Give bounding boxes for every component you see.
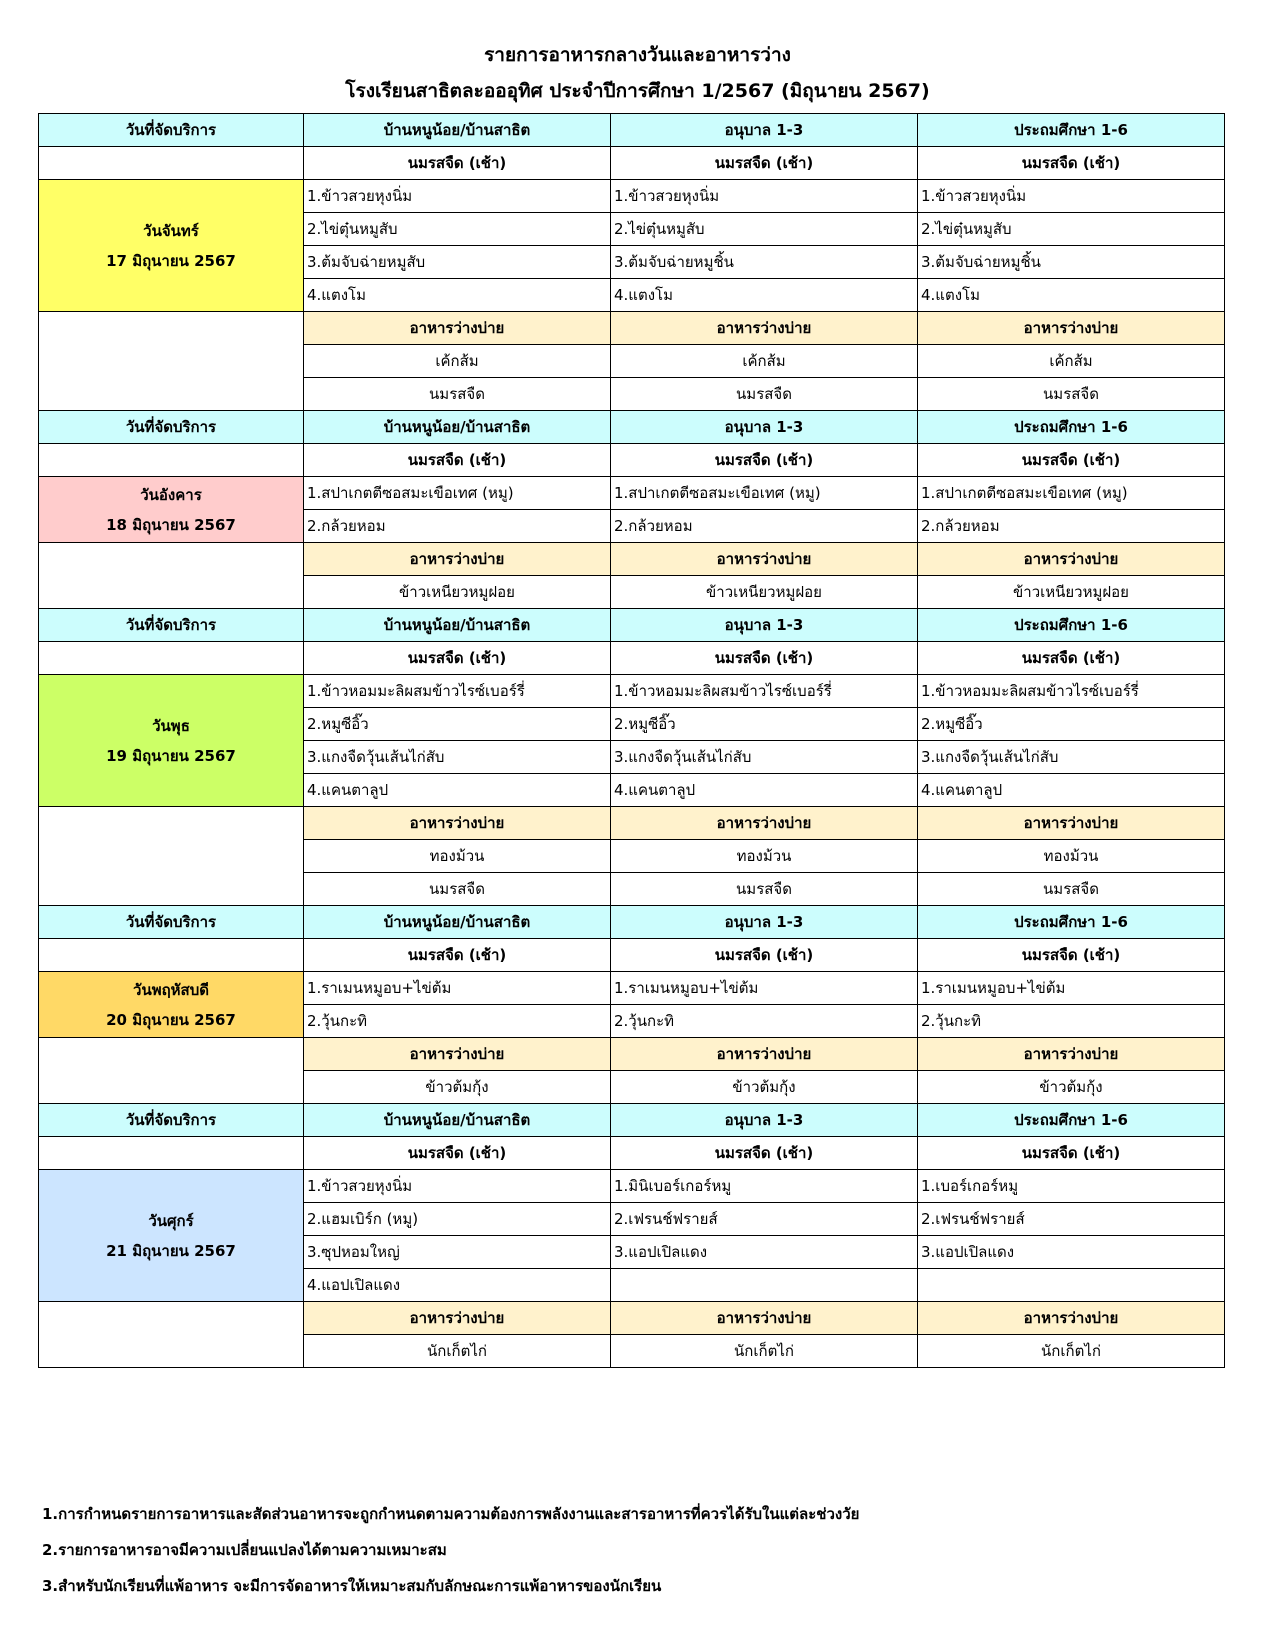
- milk-label: นมรสจืด (เช้า): [611, 642, 918, 675]
- blank-cell: [39, 312, 304, 345]
- day-date: 19 มิถุนายน 2567: [106, 746, 236, 765]
- snack-header-row: [39, 1302, 1225, 1335]
- blank-cell: [39, 642, 304, 675]
- meal-row: [39, 180, 1225, 213]
- meal-item: 3.แอปเปิลแดง: [611, 1236, 918, 1269]
- service-header-row: [39, 609, 1225, 642]
- meal-item: 3.ต้มจับฉ่ายหมูชิ้น: [611, 246, 918, 279]
- blank-cell: [39, 1038, 304, 1071]
- meal-item: 1.สปาเกตตีซอสมะเขือเทศ (หมู): [304, 477, 611, 510]
- meal-item: 3.ซุปหอมใหญ่: [304, 1236, 611, 1269]
- day-cell: [39, 180, 304, 312]
- milk-row: [39, 1137, 1225, 1170]
- snack-label: อาหารว่างบ่าย: [304, 1038, 611, 1071]
- day-name: วันพุธ: [152, 716, 190, 735]
- snack-item: นมรสจืด: [304, 873, 611, 906]
- snack-item: นักเก็ตไก่: [918, 1335, 1225, 1368]
- meal-item: 3.แกงจืดวุ้นเส้นไก่สับ: [304, 741, 611, 774]
- group-header: อนุบาล 1-3: [611, 609, 918, 642]
- meal-row: [39, 972, 1225, 1005]
- snack-row: [39, 873, 1225, 906]
- service-header-row: [39, 1104, 1225, 1137]
- snack-item: นักเก็ตไก่: [611, 1335, 918, 1368]
- blank-cell: [39, 378, 304, 411]
- service-day-header: วันที่จัดบริการ: [39, 609, 304, 642]
- blank-cell: [39, 807, 304, 840]
- snack-row: [39, 345, 1225, 378]
- snack-label: อาหารว่างบ่าย: [304, 1302, 611, 1335]
- milk-label: นมรสจืด (เช้า): [304, 939, 611, 972]
- blank-cell: [39, 1071, 304, 1104]
- group-header: บ้านหนูน้อย/บ้านสาธิต: [304, 1104, 611, 1137]
- snack-label: อาหารว่างบ่าย: [611, 1302, 918, 1335]
- day-name: วันศุกร์: [148, 1211, 194, 1230]
- day-date: 18 มิถุนายน 2567: [106, 515, 236, 534]
- note-item: 2.รายการอาหารอาจมีความเปลี่ยนแปลงได้ตามความเหมาะสม: [42, 1541, 447, 1559]
- group-header: บ้านหนูน้อย/บ้านสาธิต: [304, 906, 611, 939]
- snack-item: ทองม้วน: [304, 840, 611, 873]
- snack-item: ข้าวต้มกุ้ง: [918, 1071, 1225, 1104]
- meal-item: 1.ข้าวสวยหุงนิ่ม: [611, 180, 918, 213]
- meal-item: 2.ไข่ตุ๋นหมูสับ: [304, 213, 611, 246]
- group-header: อนุบาล 1-3: [611, 906, 918, 939]
- milk-label: นมรสจืด (เช้า): [611, 147, 918, 180]
- meal-item: 2.ไข่ตุ๋นหมูสับ: [918, 213, 1225, 246]
- service-day-header: วันที่จัดบริการ: [39, 411, 304, 444]
- milk-label: นมรสจืด (เช้า): [304, 147, 611, 180]
- blank-cell: [39, 543, 304, 576]
- service-day-header: วันที่จัดบริการ: [39, 1104, 304, 1137]
- day-cell: [39, 972, 304, 1038]
- meal-item: 2.แฮมเบิร์ก (หมู): [304, 1203, 611, 1236]
- milk-label: นมรสจืด (เช้า): [611, 444, 918, 477]
- meal-item: 3.แกงจืดวุ้นเส้นไก่สับ: [611, 741, 918, 774]
- meal-item: 3.แกงจืดวุ้นเส้นไก่สับ: [918, 741, 1225, 774]
- meal-item: 1.ข้าวสวยหุงนิ่ม: [918, 180, 1225, 213]
- meal-item: 1.ข้าวหอมมะลิผสมข้าวไรซ์เบอร์รี่: [611, 675, 918, 708]
- snack-header-row: [39, 807, 1225, 840]
- meal-item: 1.สปาเกตตีซอสมะเขือเทศ (หมู): [918, 477, 1225, 510]
- meal-item: 2.กล้วยหอม: [918, 510, 1225, 543]
- meal-item: 2.วุ้นกะทิ: [611, 1005, 918, 1038]
- blank-cell: [39, 147, 304, 180]
- snack-item: ข้าวต้มกุ้ง: [611, 1071, 918, 1104]
- meal-item: 3.ต้มจับฉ่ายหมูสับ: [304, 246, 611, 279]
- meal-item: 2.กล้วยหอม: [611, 510, 918, 543]
- snack-label: อาหารว่างบ่าย: [304, 312, 611, 345]
- milk-label: นมรสจืด (เช้า): [304, 444, 611, 477]
- snack-label: อาหารว่างบ่าย: [304, 807, 611, 840]
- milk-label: นมรสจืด (เช้า): [918, 1137, 1225, 1170]
- service-header-row: [39, 114, 1225, 147]
- page-title: รายการอาหารกลางวันและอาหารว่าง: [484, 44, 791, 66]
- snack-row: [39, 378, 1225, 411]
- snack-header-row: [39, 543, 1225, 576]
- blank-cell: [39, 840, 304, 873]
- group-header: ประถมศึกษา 1-6: [918, 906, 1225, 939]
- snack-label: อาหารว่างบ่าย: [918, 1038, 1225, 1071]
- blank-cell: [39, 939, 304, 972]
- meal-item: 1.สปาเกตตีซอสมะเขือเทศ (หมู): [611, 477, 918, 510]
- snack-item: นักเก็ตไก่: [304, 1335, 611, 1368]
- blank-cell: [39, 873, 304, 906]
- milk-label: นมรสจืด (เช้า): [611, 1137, 918, 1170]
- meal-item: 2.หมูซีอิ๊ว: [304, 708, 611, 741]
- meal-item: 1.เบอร์เกอร์หมู: [918, 1170, 1225, 1203]
- day-name: วันอังคาร: [140, 485, 202, 504]
- milk-label: นมรสจืด (เช้า): [304, 1137, 611, 1170]
- meal-row: [39, 477, 1225, 510]
- meal-item: 2.เฟรนช์ฟรายส์: [918, 1203, 1225, 1236]
- milk-row: [39, 642, 1225, 675]
- meal-item: 2.ไข่ตุ๋นหมูสับ: [611, 213, 918, 246]
- meal-item: 4.แตงโม: [918, 279, 1225, 312]
- snack-header-row: [39, 312, 1225, 345]
- snack-item: เค้กส้ม: [304, 345, 611, 378]
- milk-row: [39, 444, 1225, 477]
- milk-label: นมรสจืด (เช้า): [918, 939, 1225, 972]
- meal-item: 4.แตงโม: [611, 279, 918, 312]
- snack-item: ทองม้วน: [918, 840, 1225, 873]
- group-header: อนุบาล 1-3: [611, 114, 918, 147]
- milk-row: [39, 147, 1225, 180]
- note-item: 1.การกำหนดรายการอาหารและสัดส่วนอาหารจะถูกกำหนดตามความต้องการพลังงานและสารอาหารที่ควรได้รับในแต่ละช่วงวัย: [42, 1505, 860, 1523]
- snack-item: ทองม้วน: [611, 840, 918, 873]
- snack-label: อาหารว่างบ่าย: [918, 1302, 1225, 1335]
- milk-label: นมรสจืด (เช้า): [611, 939, 918, 972]
- group-header: อนุบาล 1-3: [611, 411, 918, 444]
- meal-item: 4.แคนตาลูป: [918, 774, 1225, 807]
- meal-item: 2.หมูซีอิ๊ว: [611, 708, 918, 741]
- snack-item: ข้าวเหนียวหมูฝอย: [304, 576, 611, 609]
- day-date: 20 มิถุนายน 2567: [106, 1010, 236, 1029]
- day-cell: [39, 675, 304, 807]
- snack-label: อาหารว่างบ่าย: [918, 543, 1225, 576]
- blank-cell: [39, 1335, 304, 1368]
- group-header: ประถมศึกษา 1-6: [918, 609, 1225, 642]
- meal-item: 2.หมูซีอิ๊ว: [918, 708, 1225, 741]
- snack-item: นมรสจืด: [918, 378, 1225, 411]
- snack-label: อาหารว่างบ่าย: [304, 543, 611, 576]
- group-header: บ้านหนูน้อย/บ้านสาธิต: [304, 411, 611, 444]
- menu-table: [38, 113, 1225, 1368]
- meal-item: 2.วุ้นกะทิ: [918, 1005, 1225, 1038]
- snack-label: อาหารว่างบ่าย: [918, 312, 1225, 345]
- snack-item: นมรสจืด: [918, 873, 1225, 906]
- meal-item: 1.ข้าวสวยหุงนิ่ม: [304, 1170, 611, 1203]
- group-header: ประถมศึกษา 1-6: [918, 1104, 1225, 1137]
- snack-header-row: [39, 1038, 1225, 1071]
- snack-label: อาหารว่างบ่าย: [611, 312, 918, 345]
- snack-item: เค้กส้ม: [918, 345, 1225, 378]
- meal-item: 1.ราเมนหมูอบ+ไข่ต้ม: [304, 972, 611, 1005]
- snack-item: นมรสจืด: [611, 378, 918, 411]
- snack-label: อาหารว่างบ่าย: [611, 543, 918, 576]
- blank-cell: [39, 1302, 304, 1335]
- day-date: 17 มิถุนายน 2567: [106, 251, 236, 270]
- meal-item: 4.แอปเปิลแดง: [304, 1269, 611, 1302]
- meal-item: 2.กล้วยหอม: [304, 510, 611, 543]
- meal-item: [918, 1269, 1225, 1302]
- group-header: อนุบาล 1-3: [611, 1104, 918, 1137]
- group-header: ประถมศึกษา 1-6: [918, 411, 1225, 444]
- snack-item: ข้าวต้มกุ้ง: [304, 1071, 611, 1104]
- day-cell: [39, 1170, 304, 1302]
- milk-label: นมรสจืด (เช้า): [918, 642, 1225, 675]
- milk-label: นมรสจืด (เช้า): [918, 444, 1225, 477]
- blank-cell: [39, 444, 304, 477]
- snack-item: เค้กส้ม: [611, 345, 918, 378]
- milk-label: นมรสจืด (เช้า): [918, 147, 1225, 180]
- service-day-header: วันที่จัดบริการ: [39, 114, 304, 147]
- meal-row: [39, 1170, 1225, 1203]
- service-day-header: วันที่จัดบริการ: [39, 906, 304, 939]
- meal-item: 3.ต้มจับฉ่ายหมูชิ้น: [918, 246, 1225, 279]
- group-header: บ้านหนูน้อย/บ้านสาธิต: [304, 609, 611, 642]
- day-name: วันพฤหัสบดี: [133, 980, 209, 999]
- meal-item: 2.วุ้นกะทิ: [304, 1005, 611, 1038]
- snack-row: [39, 840, 1225, 873]
- snack-item: ข้าวเหนียวหมูฝอย: [918, 576, 1225, 609]
- blank-cell: [39, 345, 304, 378]
- meal-item: 1.ข้าวสวยหุงนิ่ม: [304, 180, 611, 213]
- service-header-row: [39, 906, 1225, 939]
- day-name: วันจันทร์: [143, 221, 199, 240]
- snack-item: ข้าวเหนียวหมูฝอย: [611, 576, 918, 609]
- note-item: 3.สำหรับนักเรียนที่แพ้อาหาร จะมีการจัดอาหารให้เหมาะสมกับลักษณะการแพ้อาหารของนักเรียน: [42, 1577, 662, 1595]
- meal-item: 1.ราเมนหมูอบ+ไข่ต้ม: [611, 972, 918, 1005]
- meal-item: 4.แตงโม: [304, 279, 611, 312]
- page-subtitle: โรงเรียนสาธิตละอออุทิศ ประจำปีการศึกษา 1/2567 (มิถุนายน 2567): [345, 80, 930, 102]
- snack-row: [39, 1071, 1225, 1104]
- snack-row: [39, 576, 1225, 609]
- blank-cell: [39, 1137, 304, 1170]
- snack-item: นมรสจืด: [304, 378, 611, 411]
- service-header-row: [39, 411, 1225, 444]
- snack-label: อาหารว่างบ่าย: [611, 807, 918, 840]
- milk-label: นมรสจืด (เช้า): [304, 642, 611, 675]
- meal-item: 1.ข้าวหอมมะลิผสมข้าวไรซ์เบอร์รี่: [304, 675, 611, 708]
- snack-label: อาหารว่างบ่าย: [611, 1038, 918, 1071]
- meal-item: 2.เฟรนช์ฟรายส์: [611, 1203, 918, 1236]
- day-cell: [39, 477, 304, 543]
- meal-row: [39, 675, 1225, 708]
- group-header: บ้านหนูน้อย/บ้านสาธิต: [304, 114, 611, 147]
- meal-item: 1.ข้าวหอมมะลิผสมข้าวไรซ์เบอร์รี่: [918, 675, 1225, 708]
- blank-cell: [39, 576, 304, 609]
- snack-row: [39, 1335, 1225, 1368]
- snack-item: นมรสจืด: [611, 873, 918, 906]
- day-date: 21 มิถุนายน 2567: [106, 1241, 236, 1260]
- meal-item: 1.ราเมนหมูอบ+ไข่ต้ม: [918, 972, 1225, 1005]
- group-header: ประถมศึกษา 1-6: [918, 114, 1225, 147]
- meal-item: 4.แคนตาลูป: [611, 774, 918, 807]
- meal-item: 1.มินิเบอร์เกอร์หมู: [611, 1170, 918, 1203]
- meal-item: 3.แอปเปิลแดง: [918, 1236, 1225, 1269]
- meal-item: 4.แคนตาลูป: [304, 774, 611, 807]
- meal-item: [611, 1269, 918, 1302]
- milk-row: [39, 939, 1225, 972]
- snack-label: อาหารว่างบ่าย: [918, 807, 1225, 840]
